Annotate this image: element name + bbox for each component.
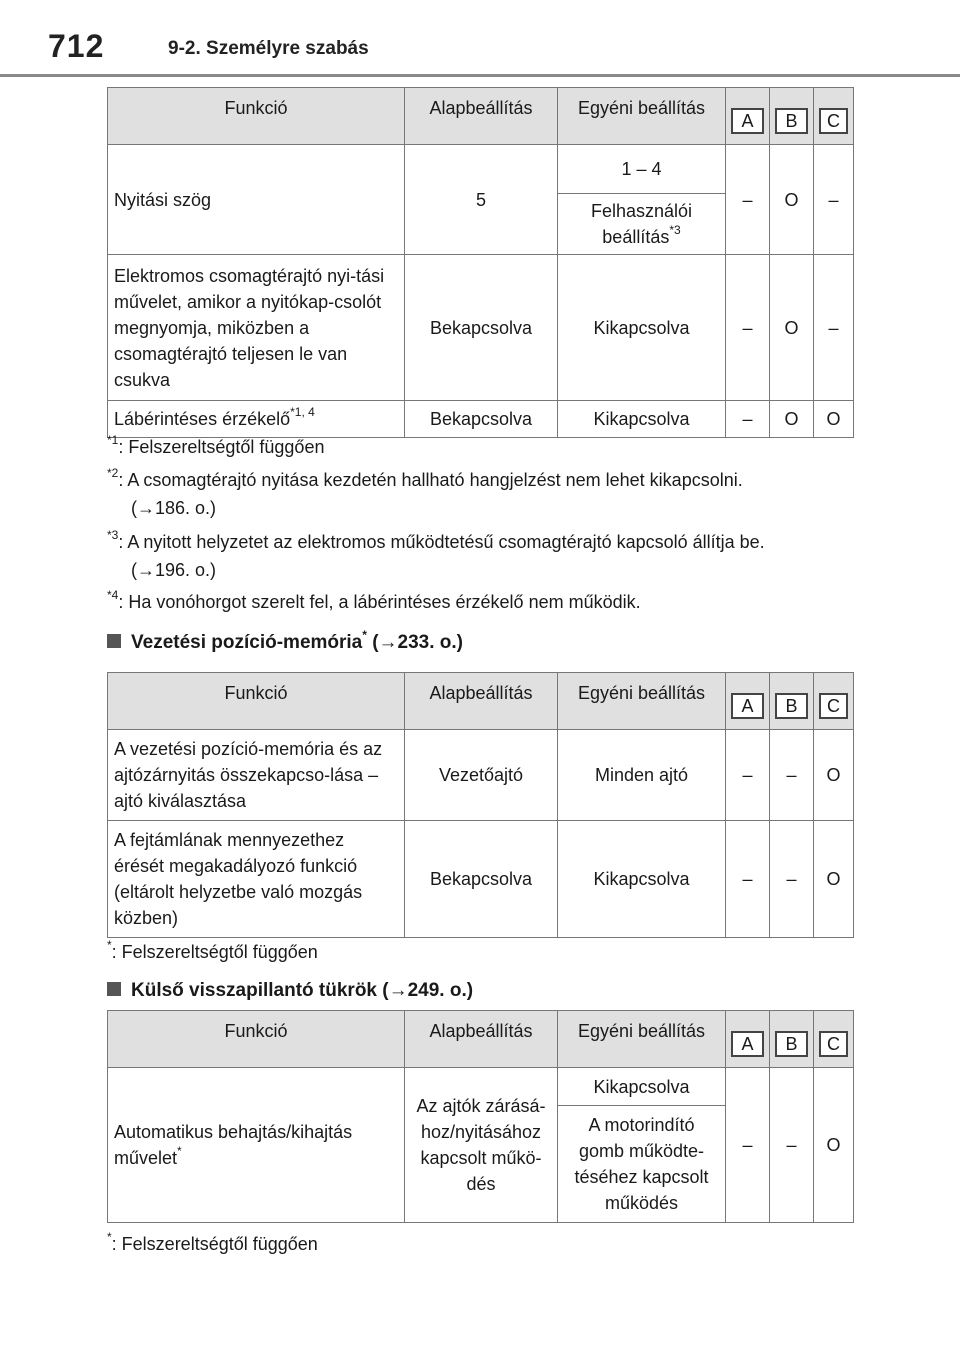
table-trunk-settings xyxy=(107,87,854,438)
cell-a: – xyxy=(726,145,770,255)
cell-c: O xyxy=(814,730,854,821)
cell-c: – xyxy=(814,145,854,255)
cell-a: – xyxy=(726,730,770,821)
table-row xyxy=(108,145,854,194)
cell-default: Bekapcsolva xyxy=(405,401,558,438)
table-row xyxy=(108,1068,854,1106)
page-header xyxy=(0,0,960,78)
col-funkcio: Funkció xyxy=(108,1011,405,1068)
cell-a: – xyxy=(726,821,770,938)
footnote-4: $^{*4}$: Ha vonóhorgot szerelt fel, a lábérintéses érzékelő nem működik. xyxy=(107,588,641,612)
col-b: B xyxy=(770,1011,814,1068)
cell-default: Vezetőajtó xyxy=(405,730,558,821)
cell-function: A fejtámlának mennyezethez érését megakadályozó funkció (eltárolt helyzetbe való mozgás közben) xyxy=(108,821,405,938)
cell-function: Nyitási szög xyxy=(108,145,405,255)
square-bullet-icon xyxy=(107,982,121,996)
col-egyeni: Egyéni beállítás xyxy=(558,88,726,145)
subsection-heading: Külső visszapillantó tükrök (→249. o.) xyxy=(107,980,473,1002)
table-outside-mirrors xyxy=(107,1010,854,1223)
cell-c: O xyxy=(814,821,854,938)
table-row xyxy=(108,821,854,938)
col-b: B xyxy=(770,673,814,730)
col-egyeni: Egyéni beállítás xyxy=(558,1011,726,1068)
cell-c: – xyxy=(814,255,854,401)
footnote-2: $^{*2}$: A csomagtérajtó nyitása kezdetén hallható hangjelzést nem lehet kikapcsolni. (→186. o.) xyxy=(107,466,743,518)
cell-c: O xyxy=(814,1068,854,1223)
col-c: C xyxy=(814,673,854,730)
header-rule xyxy=(0,74,960,77)
cell-option: Kikapcsolva xyxy=(558,1068,726,1106)
subsection-heading: Vezetési pozíció-memória* (→233. o.) xyxy=(107,632,463,654)
col-funkcio: Funkció xyxy=(108,88,405,145)
col-a: A xyxy=(726,673,770,730)
cell-option: Felhasználói beállítás$^{*3}$ xyxy=(558,194,726,255)
cell-function: A vezetési pozíció-memória és az ajtózárnyitás összekapcso-lása – ajtó kiválasztása xyxy=(108,730,405,821)
col-egyeni: Egyéni beállítás xyxy=(558,673,726,730)
cell-c: O xyxy=(814,401,854,438)
footnote-star-3: *: Felszereltségtől függően xyxy=(107,1230,318,1254)
col-a: A xyxy=(726,88,770,145)
cell-default: Bekapcsolva xyxy=(405,255,558,401)
cell-default: 5 xyxy=(405,145,558,255)
table-header-row xyxy=(108,673,854,730)
cell-function: Lábérintéses érzékelő$^{*1, 4}$ xyxy=(108,401,405,438)
table-driving-position-memory xyxy=(107,672,854,938)
square-bullet-icon xyxy=(107,634,121,648)
cell-option: 1 – 4 xyxy=(558,145,726,194)
col-c: C xyxy=(814,1011,854,1068)
cell-custom: Kikapcsolva xyxy=(558,401,726,438)
cell-b: – xyxy=(770,1068,814,1223)
table-header-row xyxy=(108,1011,854,1068)
col-a: A xyxy=(726,1011,770,1068)
cell-function: Automatikus behajtás/kihajtás művelet* xyxy=(108,1068,405,1223)
col-funkcio: Funkció xyxy=(108,673,405,730)
table-row xyxy=(108,730,854,821)
cell-custom: Kikapcsolva xyxy=(558,821,726,938)
cell-custom: Minden ajtó xyxy=(558,730,726,821)
table-row xyxy=(108,401,854,438)
cell-a: – xyxy=(726,1068,770,1223)
cell-b: – xyxy=(770,730,814,821)
footnote-1: $^{*1}$: Felszereltségtől függően xyxy=(107,433,325,457)
cell-b: O xyxy=(770,255,814,401)
cell-option: A motorindító gomb működte-téséhez kapcsolt működés xyxy=(558,1106,726,1223)
cell-b: – xyxy=(770,821,814,938)
cell-default: Bekapcsolva xyxy=(405,821,558,938)
table-header-row xyxy=(108,88,854,145)
cell-function: Elektromos csomagtérajtó nyi-tási művelet, amikor a nyitókap-csolót megnyomja, miközben a csomagtérajtó teljesen le van csukva xyxy=(108,255,405,401)
cell-b: O xyxy=(770,145,814,255)
col-alapbeallitas: Alapbeállítás xyxy=(405,1011,558,1068)
section-title: 9-2. Személyre szabás xyxy=(168,38,369,59)
footnote-3: $^{*3}$: A nyitott helyzetet az elektromos működtetésű csomagtérajtó kapcsoló állítja be. (→196. o.) xyxy=(107,528,765,580)
col-c: C xyxy=(814,88,854,145)
col-alapbeallitas: Alapbeállítás xyxy=(405,88,558,145)
cell-custom: Kikapcsolva xyxy=(558,255,726,401)
col-b: B xyxy=(770,88,814,145)
table-row xyxy=(108,255,854,401)
cell-a: – xyxy=(726,401,770,438)
cell-default: Az ajtók zárásá-hoz/nyitásához kapcsolt műkö-dés xyxy=(405,1068,558,1223)
page-number: 712 xyxy=(48,28,105,64)
footnote-star-2: *: Felszereltségtől függően xyxy=(107,938,318,962)
cell-b: O xyxy=(770,401,814,438)
col-alapbeallitas: Alapbeállítás xyxy=(405,673,558,730)
cell-a: – xyxy=(726,255,770,401)
